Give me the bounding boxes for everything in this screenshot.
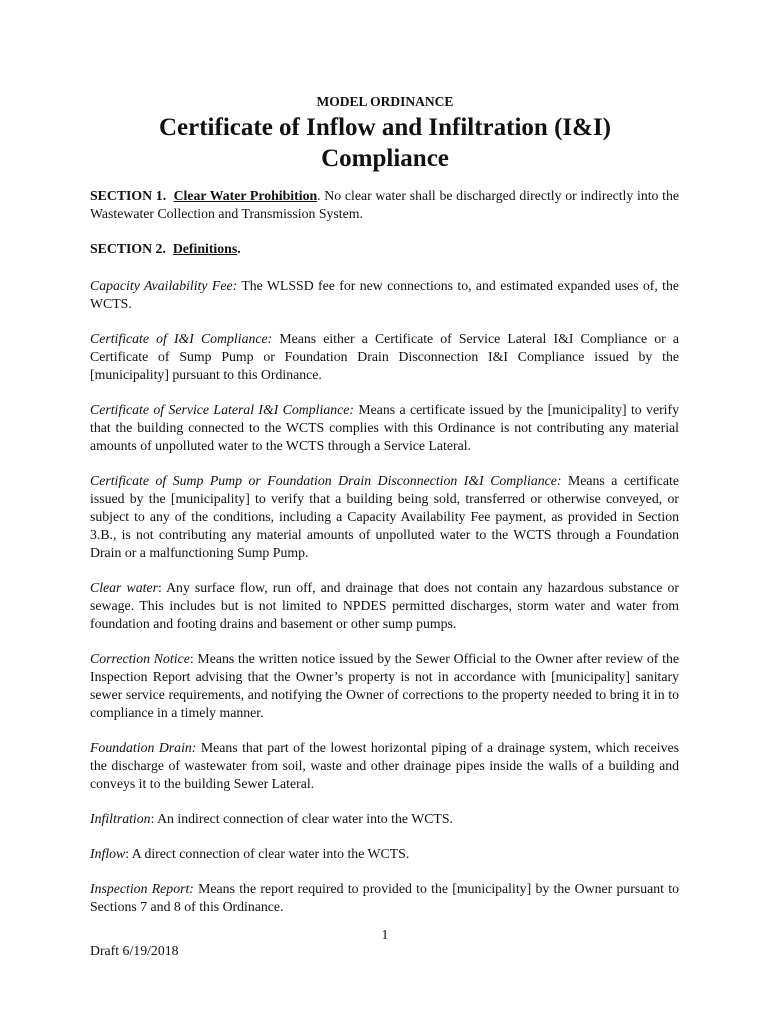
section-1-text: . No clear water shall be discharged directly or indirectly into the Wastewater Collection and Transmission System.	[90, 188, 679, 221]
section-1	[90, 187, 679, 223]
definition-text: Means the report required to provided to the [municipality] by the Owner pursuant to Sections 7 and 8 of this Ordinance.	[90, 881, 679, 914]
definition-text: Means a certificate issued by the [municipality] to verify that a building being sold, transferred or otherwise conveyed, or subject to any of the conditions, including a Capacity Availability Fee payment, as provided in Section 3.B., is not contributing any material amounts of unpolluted water to the WCTS through a Foundation Drain or a malfunctioning Sump Pump.	[90, 473, 679, 560]
definition-text: Means that part of the lowest horizontal piping of a drainage system, which receives the discharge of wastewater from soil, waste and other drainage pipes inside the walls of a building and conveys it to the building Sewer Lateral.	[90, 740, 680, 791]
definition-term: Certificate of I&I Compliance:	[90, 331, 273, 346]
definition-term: Foundation Drain:	[90, 740, 197, 755]
section-2-heading-suffix: .	[237, 241, 241, 256]
document-title	[130, 112, 640, 174]
section-1-number: SECTION 1.	[90, 188, 167, 203]
definition-term: Infiltration	[90, 811, 151, 826]
definition-text: : Any surface flow, run off, and drainage that does not contain any hazardous substance or sewage. This includes but is not limited to NPDES permitted discharges, storm water and water from foundation and footing drains and basement or other sump pumps.	[90, 580, 679, 631]
title-line-2: Compliance	[321, 145, 449, 172]
definition-certificate-sump-pump	[90, 472, 679, 562]
definition-text: Means either a Certificate of Service Lateral I&I Compliance or a Certificate of Sump Pump or Foundation Drain Disconnection I&I Compliance issued by the [municipality] pursuant to this Ordinance.	[90, 331, 679, 382]
section-1-heading: Clear Water Prohibition	[173, 188, 318, 203]
definition-inflow	[90, 845, 679, 863]
section-2-number: SECTION 2.	[90, 241, 166, 256]
document-kicker: MODEL ORDINANCE	[316, 94, 454, 109]
definition-correction-notice	[90, 650, 679, 722]
title-line-1: Certificate of Inflow and Infiltration (I&I)	[158, 114, 612, 141]
definition-term: Capacity Availability Fee:	[90, 278, 238, 293]
definition-term: Inspection Report:	[90, 881, 194, 896]
section-2	[90, 240, 679, 258]
definition-term: Clear water	[90, 580, 158, 595]
section-2-heading: Definitions	[172, 241, 238, 256]
definition-term: Certificate of Sump Pump or Foundation Drain Disconnection I&I Compliance:	[90, 473, 562, 488]
definition-text: : Means the written notice issued by the Sewer Official to the Owner after review of the Inspection Report advising that the Owner’s property is not in accordance with [municipality] sanitary sewer service requirements, and notifying the Owner of corrections to the property needed to bring it in to compliance in a timely manner.	[90, 651, 679, 720]
footer-draft-date: Draft 6/19/2018	[90, 943, 179, 958]
definition-term: Correction Notice	[90, 651, 190, 666]
definition-text: : A direct connection of clear water into the WCTS.	[125, 846, 410, 861]
definition-foundation-drain	[90, 739, 679, 793]
definition-certificate-of-ii-compliance	[90, 330, 679, 384]
definition-text: : An indirect connection of clear water into the WCTS.	[150, 811, 453, 826]
definition-inspection-report	[90, 880, 679, 916]
document-body	[90, 187, 679, 933]
definition-certificate-service-lateral	[90, 401, 679, 455]
definition-term: Inflow	[90, 846, 126, 861]
definition-clear-water	[90, 579, 679, 633]
definition-text: The WLSSD fee for new connections to, and estimated expanded uses of, the WCTS.	[90, 278, 679, 311]
definition-term: Certificate of Service Lateral I&I Compliance:	[90, 402, 354, 417]
definition-capacity-availability-fee	[90, 277, 679, 313]
page-number: 1	[381, 927, 389, 942]
definition-infiltration	[90, 810, 679, 828]
definition-text: Means a certificate issued by the [municipality] to verify that the building connected to the WCTS complies with this Ordinance is not contributing any material amounts of unpolluted water to the WCTS through a Service Lateral.	[90, 402, 679, 453]
